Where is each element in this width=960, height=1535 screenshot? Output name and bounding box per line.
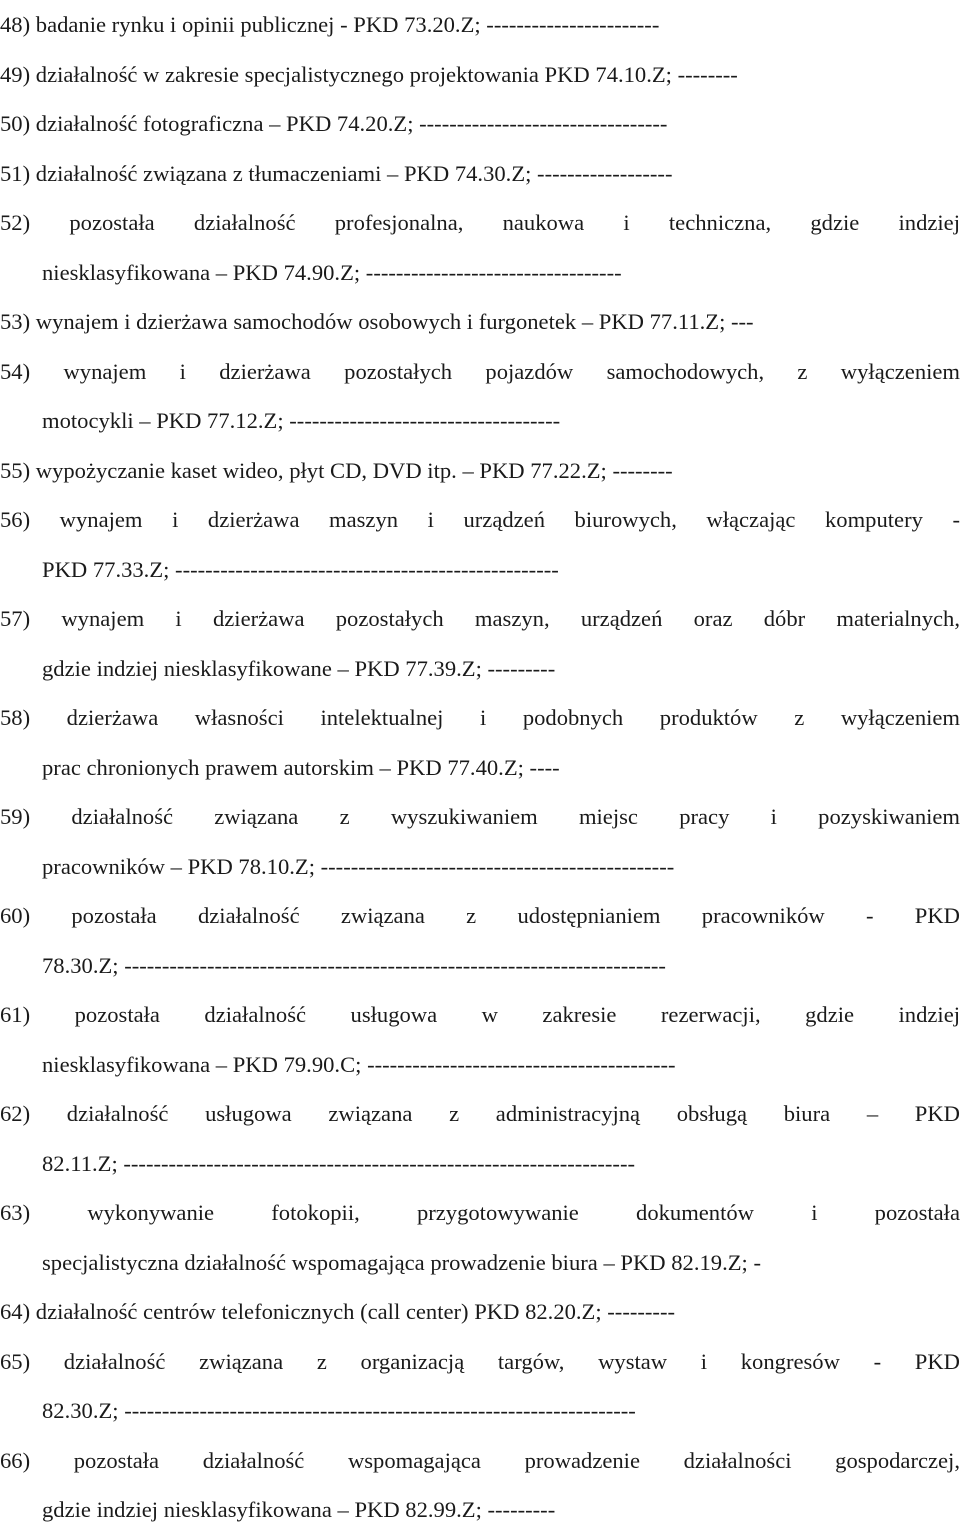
list-item-line: 54) wynajem i dzierżawa pozostałych pojazdów samochodowych, z wyłączeniem <box>0 358 960 384</box>
list-item-line: 61) pozostała działalność usługowa w zakresie rezerwacji, gdzie indziej <box>0 1002 960 1027</box>
list-item <box>0 1337 960 1436</box>
list-item-line: 53) wynajem i dzierżawa samochodów osobowych i furgonetek – PKD 77.11.Z; --- <box>0 309 754 334</box>
list-item-line: 59) działalność związana z wyszukiwaniem miejsc pracy i pozyskiwaniem <box>0 804 960 829</box>
list-item <box>0 693 960 792</box>
list-item <box>0 1188 960 1287</box>
list-item-line: 48) badanie rynku i opinii publicznej - PKD 73.20.Z; ----------------------- <box>0 12 660 37</box>
list-item <box>0 594 960 693</box>
list-item-continuation: gdzie indziej niesklasyfikowane – PKD 77.39.Z; --------- <box>42 655 556 681</box>
list-item <box>0 1089 960 1188</box>
list-item-line: 49) działalność w zakresie specjalistycznego projektowania PKD 74.10.Z; -------- <box>0 61 738 87</box>
list-item <box>0 50 960 100</box>
list-item-line: 52) pozostała działalność profesjonalna, naukowa i techniczna, gdzie indziej <box>0 210 960 235</box>
list-item-continuation: PKD 77.33.Z; --------------------------------------------------- <box>42 556 559 582</box>
list-item <box>0 198 960 297</box>
list-item <box>0 891 960 990</box>
list-item-continuation: pracowników – PKD 78.10.Z; ----------------------------------------------- <box>42 853 675 879</box>
list-item <box>0 1436 960 1535</box>
list-item <box>0 99 960 149</box>
list-item <box>0 149 960 199</box>
list-item-continuation: 82.30.Z; -------------------------------------------------------------------- <box>42 1398 636 1423</box>
list-item-line: 66) pozostała działalność wspomagająca prowadzenie działalności gospodarczej, <box>0 1447 960 1473</box>
list-item <box>0 446 960 496</box>
list-item <box>0 792 960 891</box>
list-item-line: 58) dzierżawa własności intelektualnej i podobnych produktów z wyłączeniem <box>0 705 960 730</box>
list-item-line: 56) wynajem i dzierżawa maszyn i urządzeń biurowych, włączając komputery - <box>0 507 960 532</box>
list-item <box>0 0 960 50</box>
list-item-continuation: niesklasyfikowana – PKD 79.90.C; ----------------------------------------- <box>42 1051 676 1077</box>
list-item <box>0 495 960 594</box>
list-item-line: 60) pozostała działalność związana z udostępnianiem pracowników - PKD <box>0 903 960 928</box>
list-item-line: 57) wynajem i dzierżawa pozostałych maszyn, urządzeń oraz dóbr materialnych, <box>0 606 960 631</box>
list-item-continuation: 82.11.Z; -------------------------------------------------------------------- <box>42 1150 635 1176</box>
list-item-line: 51) działalność związana z tłumaczeniami – PKD 74.30.Z; ------------------ <box>0 160 673 186</box>
list-item-line: 62) działalność usługowa związana z administracyjną obsługą biura – PKD <box>0 1101 960 1126</box>
list-item <box>0 347 960 446</box>
list-item-line: 50) działalność fotograficzna – PKD 74.20.Z; --------------------------------- <box>0 111 668 136</box>
list-item-continuation: niesklasyfikowana – PKD 74.90.Z; ---------------------------------- <box>42 259 622 285</box>
list-item-line: 55) wypożyczanie kaset wideo, płyt CD, DVD itp. – PKD 77.22.Z; -------- <box>0 457 673 483</box>
list-item-continuation: specjalistyczna działalność wspomagająca prowadzenie biura – PKD 82.19.Z; - <box>42 1249 761 1275</box>
list-item-continuation: motocykli – PKD 77.12.Z; ------------------------------------ <box>42 408 561 433</box>
list-item <box>0 297 960 347</box>
list-item-continuation: gdzie indziej niesklasyfikowana – PKD 82.99.Z; --------- <box>42 1497 556 1522</box>
list-item-line: 63) wykonywanie fotokopii, przygotowywanie dokumentów i pozostała <box>0 1200 960 1225</box>
list-item-line: 64) działalność centrów telefonicznych (call center) PKD 82.20.Z; --------- <box>0 1299 675 1324</box>
list-item-continuation: 78.30.Z; ------------------------------------------------------------------------ <box>42 952 666 978</box>
list-item-line: 65) działalność związana z organizacją targów, wystaw i kongresów - PKD <box>0 1348 960 1374</box>
list-item-continuation: prac chronionych prawem autorskim – PKD 77.40.Z; ---- <box>42 754 560 780</box>
list-item <box>0 1287 960 1337</box>
list-item <box>0 990 960 1089</box>
